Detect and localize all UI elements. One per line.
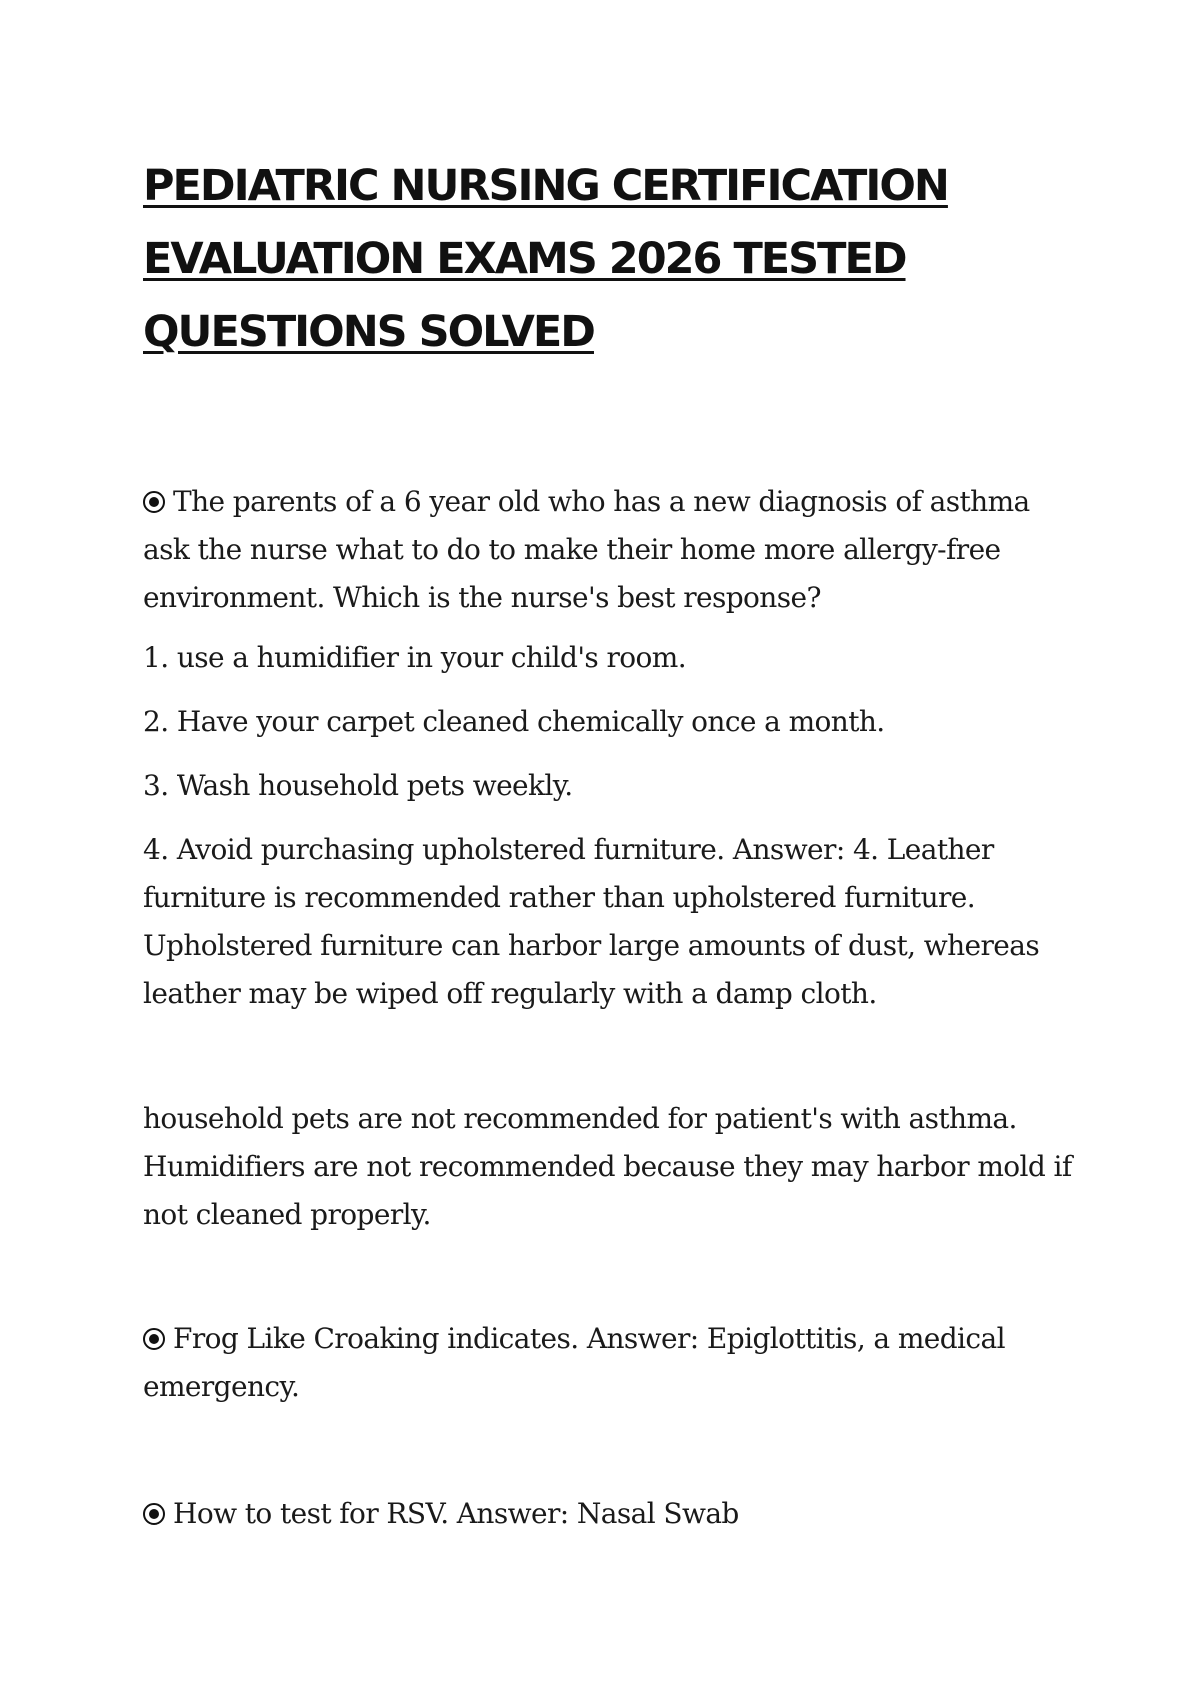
question-1-option-3: 3. Wash household pets weekly. (143, 769, 573, 802)
bullet-icon (143, 1503, 165, 1525)
question-2 (143, 1315, 1083, 1411)
bullet-icon (143, 491, 165, 513)
bullet-icon (143, 1328, 165, 1350)
question-3-stem: How to test for RSV. Answer: Nasal Swab (173, 1497, 739, 1530)
question-1-option-4: 4. Avoid purchasing upholstered furniture. Answer: 4. Leather furniture is recommended rather than upholstered furniture. Upholstered furniture can harbor large amounts of dust, whereas leather may be wiped off regularly with a damp cloth. (143, 833, 1040, 1010)
question-3 (143, 1490, 1083, 1538)
question-1 (143, 478, 1083, 622)
question-1-option-1: 1. use a humidifier in your child's room. (143, 641, 687, 674)
document-title: PEDIATRIC NURSING CERTIFICATION EVALUATION EXAMS 2026 TESTED QUESTIONS SOLVED (143, 161, 948, 357)
question-2-stem: Frog Like Croaking indicates. Answer: Epiglottitis, a medical emergency. (143, 1322, 1005, 1403)
question-1-explanation: household pets are not recommended for patient's with asthma. Humidifiers are not recommended because they may harbor mold if not cleaned properly. (143, 1102, 1072, 1231)
question-1-option-2: 2. Have your carpet cleaned chemically once a month. (143, 705, 885, 738)
question-1-stem: The parents of a 6 year old who has a new diagnosis of asthma ask the nurse what to do to make their home more allergy-free environment. Which is the nurse's best response? (143, 485, 1030, 614)
